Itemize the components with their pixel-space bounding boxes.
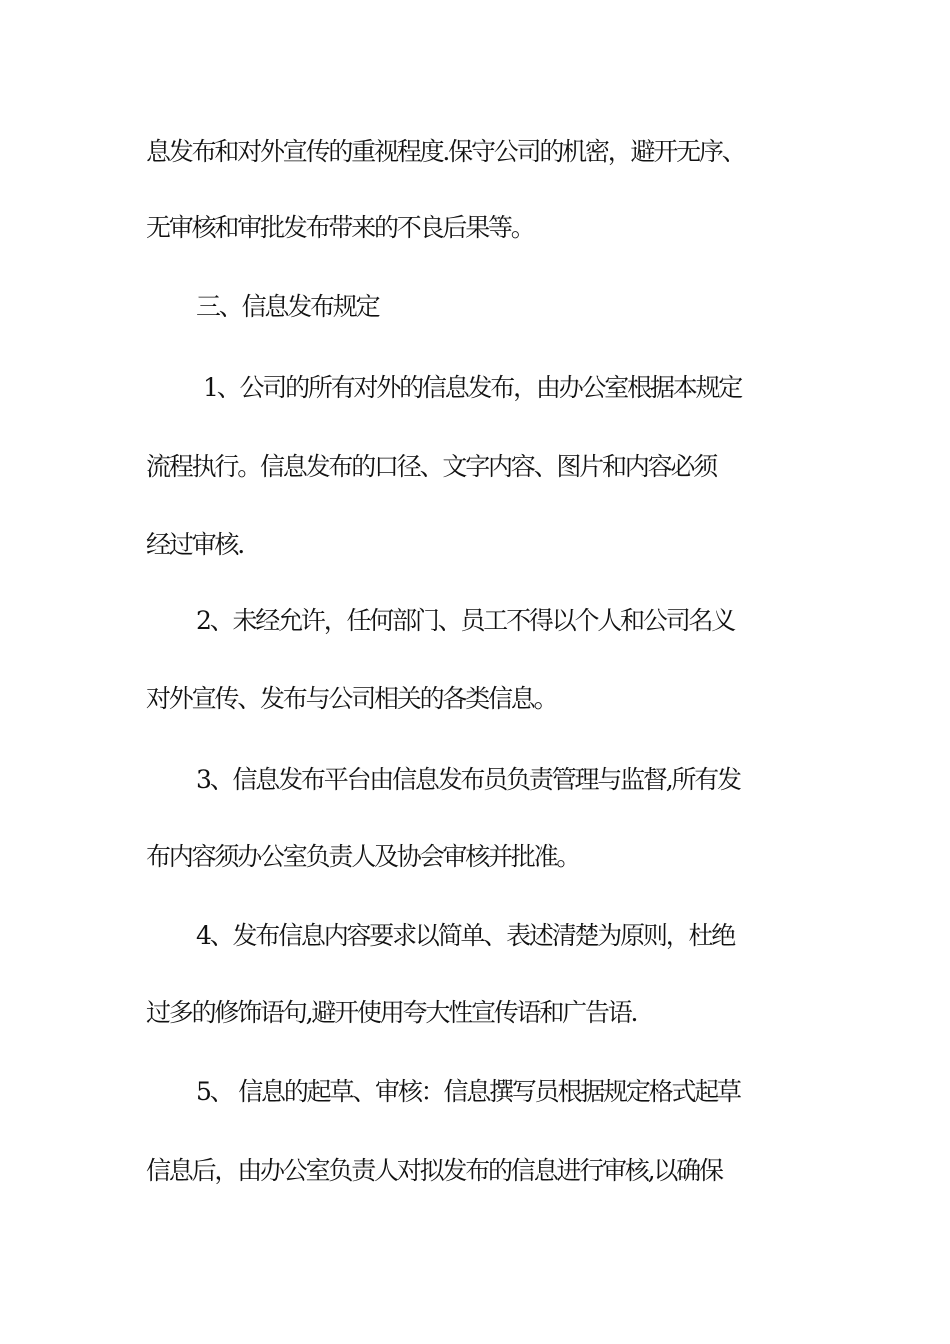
paragraph-line: 2、未经允许，任何部门、员工不得以个人和公司名义	[196, 606, 735, 635]
paragraph-line: 经过审核.	[146, 530, 243, 559]
section-heading: 三、信息发布规定	[196, 292, 379, 321]
paragraph-line: 流程执行。信息发布的口径、文字内容、图片和内容必须	[146, 452, 717, 481]
paragraph-line: 4、发布信息内容要求以简单、表述清楚为原则，杜绝	[196, 921, 735, 950]
paragraph-line: 1、公司的所有对外的信息发布，由办公室根据本规定	[203, 373, 742, 402]
paragraph-line: 无审核和审批发布带来的不良后果等。	[146, 213, 534, 242]
paragraph-line: 5、 信息的起草、审核：信息撰写员根据规定格式起草	[196, 1077, 740, 1106]
paragraph-line: 过多的修饰语句,避开使用夸大性宣传语和广告语.	[146, 998, 637, 1027]
paragraph-line: 布内容须办公室负责人及协会审核并批准。	[146, 842, 580, 871]
paragraph-line: 3、信息发布平台由信息发布员负责管理与监督,所有发	[196, 765, 740, 794]
paragraph-line: 息发布和对外宣传的重视程度.保守公司的机密，避开无序、	[146, 137, 745, 166]
paragraph-line: 信息后，由办公室负责人对拟发布的信息进行审核,以确保	[146, 1156, 722, 1185]
paragraph-line: 对外宣传、发布与公司相关的各类信息。	[146, 684, 557, 713]
